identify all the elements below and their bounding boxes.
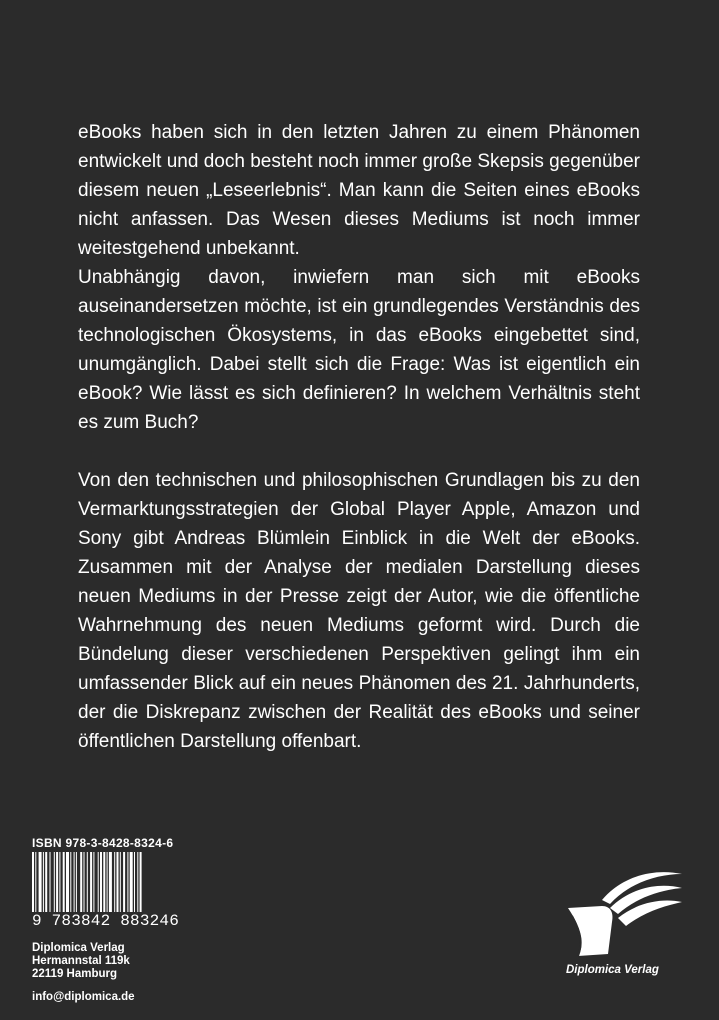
publisher-email: info@diplomica.de bbox=[32, 991, 135, 1003]
blurb-paragraph-1: eBooks haben sich in den letzten Jahren zu einem Phänomen entwickelt und doch besteht noch immer große Skepsis gegenüber diesem neuen „Leseerlebnis“. Man kann die Seiten eines eBooks nicht anfassen. Das Wesen dieses Mediums ist noch immer weitestgehend unbekannt. bbox=[78, 122, 640, 259]
publisher-address bbox=[32, 942, 130, 981]
blurb-paragraph-3: Von den technischen und philosophischen Grundlagen bis zu den Vermarktungsstrategien der Global Player Apple, Amazon und Sony gibt Andreas Blümlein Einblick in die Welt der eBooks. Zusammen mit der Analyse der medialen Darstellung dieses neuen Mediums in der Presse zeigt der Autor, wie die öffentliche Wahrnehmung des neuen Mediums geformt wird. Durch die Bündelung dieser verschiedenen Perspektiven gelingt ihm ein umfassender Blick auf ein neues Phänomen des 21. Jahrhunderts, der die Diskrepanz zwischen der Realität des eBooks und seiner öffentlichen Darstellung offenbart. bbox=[78, 470, 640, 752]
publisher-city: 22119 Hamburg bbox=[32, 968, 118, 980]
isbn-label: ISBN 978-3-8428-8324-6 bbox=[32, 836, 174, 850]
blurb-paragraph-2: Unabhängig davon, inwiefern man sich mit eBooks auseinandersetzen möchte, ist ein grundlegendes Verständnis des technologischen Ökosystems, in das eBooks eingebettet sind, unumgänglich. Dabei stellt sich die Frage: Was ist eigentlich ein eBook? Wie lässt es sich definieren? In welchem Verhältnis steht es zum Buch? bbox=[78, 267, 640, 433]
logo-text: Diplomica Verlag bbox=[566, 964, 659, 976]
publisher-name: Diplomica Verlag bbox=[32, 942, 125, 954]
barcode-digits: 9 783842 883246 bbox=[32, 912, 180, 930]
diplomica-logo-icon bbox=[562, 862, 684, 962]
publisher-street: Hermannstal 119k bbox=[32, 955, 130, 967]
back-cover-blurb bbox=[78, 118, 640, 756]
